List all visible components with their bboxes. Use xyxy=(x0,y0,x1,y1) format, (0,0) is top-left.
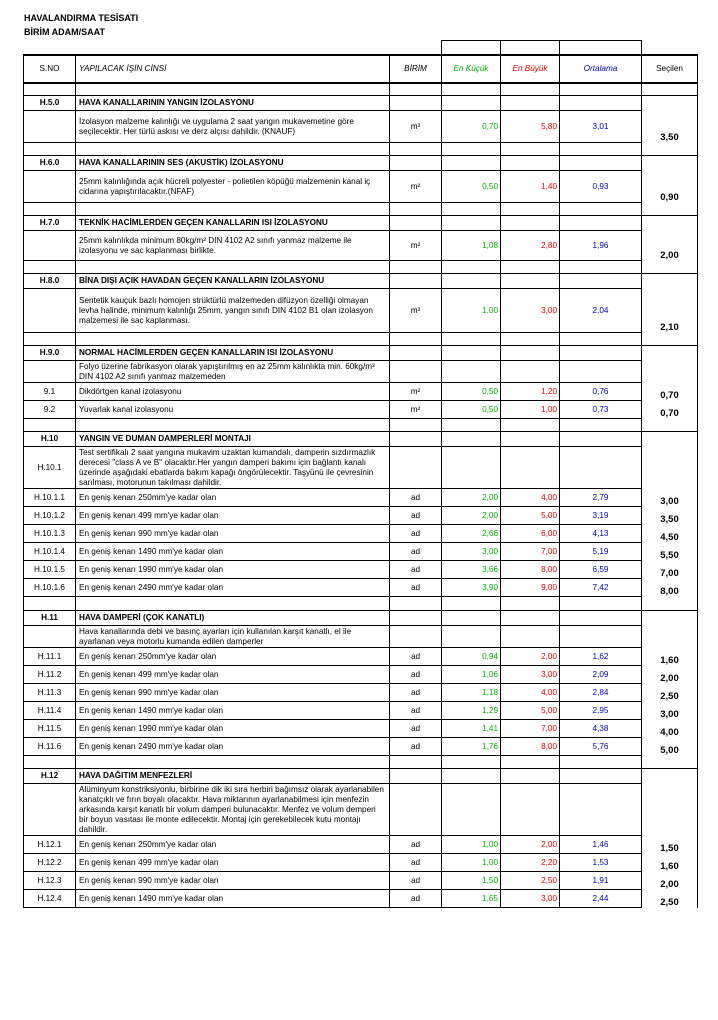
item-unit: ad xyxy=(390,561,442,579)
item-max: 1,40 xyxy=(501,171,560,203)
header-row xyxy=(24,55,698,83)
col-header-desc: YAPILACAK İŞİN CİNSİ xyxy=(76,55,390,83)
intro-text: Test sertifikalı 2 saat yangına mukavim uzaktan kumandalı, damperin sızdırmazlık derecesi "class A ve B" olacaktır.Her yangın damperi bakımı için bağlantı kanalı üzerinde aşağıdaki ebatlarda bakım kapağı öngörülecektir. Taşyünü ile çevresinin sarılması, motorunun takılması dahildir. xyxy=(76,447,390,489)
item-selected: 2,00 xyxy=(642,231,698,261)
item-avg: 2,84 xyxy=(560,684,642,702)
item-max: 8,00 xyxy=(501,561,560,579)
item-no: H.10.1.6 xyxy=(24,579,76,597)
item-min: 0,50 xyxy=(442,383,501,401)
item-min: 1,76 xyxy=(442,738,501,756)
item-selected: 3,50 xyxy=(642,507,698,525)
item-min: 0,50 xyxy=(442,401,501,419)
item-max: 5,00 xyxy=(501,702,560,720)
item-row xyxy=(24,231,698,261)
section-row xyxy=(24,611,698,626)
section-title: NORMAL HACİMLERDEN GEÇEN KANALLARIN ISI İZOLASYONU xyxy=(76,346,390,361)
section-code: H.10 xyxy=(24,432,76,447)
item-desc: En geniş kenarı 1490 mm'ye kadar olan xyxy=(76,702,390,720)
item-no: H.11.5 xyxy=(24,720,76,738)
item-max: 3,00 xyxy=(501,289,560,333)
spacer-row xyxy=(24,597,698,611)
item-min: 0,94 xyxy=(442,648,501,666)
item-selected: 5,50 xyxy=(642,543,698,561)
item-max: 7,00 xyxy=(501,543,560,561)
section-code: H.7.0 xyxy=(24,216,76,231)
section-title: HAVA KANALLARININ YANGIN İZOLASYONU xyxy=(76,96,390,111)
item-desc: En geniş kenarı 1490 mm'ye kadar olan xyxy=(76,890,390,908)
item-selected: 3,00 xyxy=(642,702,698,720)
section-title: HAVA DAMPERİ (ÇOK KANATLI) xyxy=(76,611,390,626)
item-no: H.10.1.1 xyxy=(24,489,76,507)
item-avg: 1,46 xyxy=(560,836,642,854)
item-desc: En geniş kenarı 2490 mm'ye kadar olan xyxy=(76,579,390,597)
item-avg: 0,76 xyxy=(560,383,642,401)
item-desc: 25mm kalınlığında açık hücreli polyester - polietilen köpüğü malzemenin kanal iç cidarına yapıştırılacaktır.(NFAF) xyxy=(76,171,390,203)
col-header-no: S.NO xyxy=(24,55,76,83)
spacer-row xyxy=(24,333,698,346)
item-min: 3,00 xyxy=(442,543,501,561)
item-avg: 0,93 xyxy=(560,171,642,203)
item-avg: 2,79 xyxy=(560,489,642,507)
item-min: 1,50 xyxy=(442,872,501,890)
item-selected: 0,70 xyxy=(642,383,698,401)
section-row xyxy=(24,96,698,111)
item-selected: 3,00 xyxy=(642,489,698,507)
intro-code: H.10.1 xyxy=(24,447,76,489)
item-avg: 4,13 xyxy=(560,525,642,543)
item-no: H.12.3 xyxy=(24,872,76,890)
item-desc: En geniş kenarı 499 mm'ye kadar olan xyxy=(76,666,390,684)
item-max: 2,80 xyxy=(501,231,560,261)
item-desc: En geniş kenarı 2490 mm'ye kadar olan xyxy=(76,738,390,756)
item-avg: 1,62 xyxy=(560,648,642,666)
item-no xyxy=(24,171,76,203)
item-min: 1,00 xyxy=(442,836,501,854)
intro-row xyxy=(24,447,698,489)
item-desc: En geniş kenarı 990 mm'ye kadar olan xyxy=(76,684,390,702)
spacer-row xyxy=(24,756,698,769)
item-min: 1,41 xyxy=(442,720,501,738)
section-code: H.11 xyxy=(24,611,76,626)
item-selected: 2,50 xyxy=(642,890,698,908)
item-unit: ad xyxy=(390,720,442,738)
item-min: 2,00 xyxy=(442,489,501,507)
item-unit: ad xyxy=(390,702,442,720)
item-avg: 6,59 xyxy=(560,561,642,579)
item-no: H.12.4 xyxy=(24,890,76,908)
labor-table xyxy=(23,40,698,908)
intro-text: Folyo üzerine fabrikasyon olarak yapıştırılmış en az 25mm kalınlıkta min. 60kg/m³ DIN 4102 A2 sınıfı yanmaz malzemeden xyxy=(76,361,390,383)
spacer-row xyxy=(24,143,698,156)
item-avg: 1,96 xyxy=(560,231,642,261)
item-selected: 2,10 xyxy=(642,289,698,333)
item-max: 7,00 xyxy=(501,720,560,738)
section-row xyxy=(24,432,698,447)
item-desc: En geniş kenarı 1990 mm'ye kadar olan xyxy=(76,720,390,738)
section-title: HAVA KANALLARININ SES (AKUSTİK) İZOLASYONU xyxy=(76,156,390,171)
item-row xyxy=(24,738,698,756)
item-max: 2,50 xyxy=(501,872,560,890)
item-no: H.12.1 xyxy=(24,836,76,854)
item-no: H.10.1.4 xyxy=(24,543,76,561)
item-selected: 0,70 xyxy=(642,401,698,419)
item-no: 9.2 xyxy=(24,401,76,419)
document-subtitle: BİRİM ADAM/SAAT xyxy=(24,27,105,37)
item-selected: 1,60 xyxy=(642,648,698,666)
item-unit: ad xyxy=(390,525,442,543)
item-desc: Sentetik kauçuk bazlı homojen strüktürlü malzemeden difüzyon özelliği olmayan levha halinde, minimum kalınlığı 25mm, yangın sınıfı DIN 4102 B1 olan izolasyon malzemesi ile sac kaplanması. xyxy=(76,289,390,333)
section-title: YANGIN VE DUMAN DAMPERLERİ MONTAJI xyxy=(76,432,390,447)
item-no: H.12.2 xyxy=(24,854,76,872)
item-selected: 2,50 xyxy=(642,684,698,702)
item-min: 1,00 xyxy=(442,289,501,333)
item-max: 5,80 xyxy=(501,111,560,143)
item-min: 1,00 xyxy=(442,854,501,872)
item-row xyxy=(24,401,698,419)
item-row xyxy=(24,489,698,507)
item-desc: En geniş kenarı 1490 mm'ye kadar olan xyxy=(76,543,390,561)
item-row xyxy=(24,383,698,401)
section-code: H.5.0 xyxy=(24,96,76,111)
item-min: 3,66 xyxy=(442,561,501,579)
item-row xyxy=(24,525,698,543)
item-unit: ad xyxy=(390,579,442,597)
intro-row xyxy=(24,626,698,648)
intro-code xyxy=(24,784,76,836)
section-row xyxy=(24,274,698,289)
item-max: 3,00 xyxy=(501,666,560,684)
item-desc: En geniş kenarı 250mm'ye kadar olan xyxy=(76,489,390,507)
item-no xyxy=(24,231,76,261)
item-selected: 7,00 xyxy=(642,561,698,579)
item-avg: 2,95 xyxy=(560,702,642,720)
item-avg: 3,01 xyxy=(560,111,642,143)
spacer-row xyxy=(24,203,698,216)
item-row xyxy=(24,289,698,333)
item-no: 9.1 xyxy=(24,383,76,401)
item-min: 0,70 xyxy=(442,111,501,143)
item-no: H.11.1 xyxy=(24,648,76,666)
section-row xyxy=(24,769,698,784)
item-no xyxy=(24,289,76,333)
item-row xyxy=(24,171,698,203)
col-header-max: En Büyük xyxy=(501,55,560,83)
item-max: 9,00 xyxy=(501,579,560,597)
item-avg: 1,91 xyxy=(560,872,642,890)
item-desc: En geniş kenarı 250mm'ye kadar olan xyxy=(76,648,390,666)
item-avg: 7,42 xyxy=(560,579,642,597)
item-desc: En geniş kenarı 250mm'ye kadar olan xyxy=(76,836,390,854)
item-row xyxy=(24,543,698,561)
item-desc: Dikdörtgen kanal izolasyonu xyxy=(76,383,390,401)
item-min: 3,90 xyxy=(442,579,501,597)
intro-row xyxy=(24,784,698,836)
item-unit: ad xyxy=(390,684,442,702)
item-avg: 5,19 xyxy=(560,543,642,561)
item-row xyxy=(24,720,698,738)
item-no: H.10.1.3 xyxy=(24,525,76,543)
item-desc: Yuvarlak kanal izolasyonu xyxy=(76,401,390,419)
col-header-avg: Ortalama xyxy=(560,55,642,83)
item-selected: 5,00 xyxy=(642,738,698,756)
spacer-row xyxy=(24,83,698,96)
intro-text: Hava kanallarında debi ve basınç ayarları için kullanılan karşıt kanatlı, el ile ayarlanan veya motorlu kumanda edilen damperler xyxy=(76,626,390,648)
item-unit: ad xyxy=(390,890,442,908)
item-min: 1,18 xyxy=(442,684,501,702)
item-max: 8,00 xyxy=(501,738,560,756)
item-min: 1,65 xyxy=(442,890,501,908)
item-selected: 3,50 xyxy=(642,111,698,143)
section-row xyxy=(24,346,698,361)
item-max: 6,00 xyxy=(501,525,560,543)
section-title: BİNA DIŞI AÇIK HAVADAN GEÇEN KANALLARIN İZOLASYONU xyxy=(76,274,390,289)
col-header-min: En Küçük xyxy=(442,55,501,83)
intro-code xyxy=(24,626,76,648)
item-avg: 4,38 xyxy=(560,720,642,738)
item-selected: 1,60 xyxy=(642,854,698,872)
item-max: 1,00 xyxy=(501,401,560,419)
section-code: H.12 xyxy=(24,769,76,784)
section-title: HAVA DAĞITIM MENFEZLERİ xyxy=(76,769,390,784)
section-title: TEKNİK HACİMLERDEN GEÇEN KANALLARIN ISI İZOLASYONU xyxy=(76,216,390,231)
item-row xyxy=(24,684,698,702)
section-code: H.8.0 xyxy=(24,274,76,289)
item-row xyxy=(24,648,698,666)
item-desc: 25mm kalınlıkda minimum 80kg/m² DIN 4102 A2 sınıfı yanmaz malzeme ile izolasyonu ve sac kaplanması birlikte. xyxy=(76,231,390,261)
item-desc: En geniş kenarı 1990 mm'ye kadar olan xyxy=(76,561,390,579)
col-header-unit: BİRİM xyxy=(390,55,442,83)
item-avg: 3,19 xyxy=(560,507,642,525)
item-no: H.11.2 xyxy=(24,666,76,684)
item-unit: m² xyxy=(390,231,442,261)
item-no: H.11.4 xyxy=(24,702,76,720)
section-row xyxy=(24,216,698,231)
item-desc: En geniş kenarı 499 mm'ye kadar olan xyxy=(76,854,390,872)
item-desc: İzolasyon malzeme kalınlığı ve uygulama 2 saat yangın mukavemetine göre seçilecektir. Her türlü askısı ve derz alçısı dahildir. (KNAUF) xyxy=(76,111,390,143)
item-desc: En geniş kenarı 990 mm'ye kadar olan xyxy=(76,872,390,890)
item-avg: 0,73 xyxy=(560,401,642,419)
item-row xyxy=(24,890,698,908)
item-unit: ad xyxy=(390,507,442,525)
item-max: 2,00 xyxy=(501,836,560,854)
item-min: 1,06 xyxy=(442,666,501,684)
item-selected: 2,00 xyxy=(642,666,698,684)
item-row xyxy=(24,579,698,597)
item-min: 1,29 xyxy=(442,702,501,720)
item-selected: 4,50 xyxy=(642,525,698,543)
item-avg: 1,53 xyxy=(560,854,642,872)
item-selected: 0,90 xyxy=(642,171,698,203)
item-unit: m² xyxy=(390,383,442,401)
item-row xyxy=(24,702,698,720)
item-max: 2,20 xyxy=(501,854,560,872)
item-avg: 2,04 xyxy=(560,289,642,333)
item-selected: 2,00 xyxy=(642,872,698,890)
item-no: H.11.6 xyxy=(24,738,76,756)
item-max: 1,20 xyxy=(501,383,560,401)
item-unit: m² xyxy=(390,111,442,143)
item-selected: 4,00 xyxy=(642,720,698,738)
item-selected: 8,00 xyxy=(642,579,698,597)
section-row xyxy=(24,156,698,171)
item-row xyxy=(24,872,698,890)
item-min: 2,66 xyxy=(442,525,501,543)
item-max: 5,00 xyxy=(501,507,560,525)
item-max: 4,00 xyxy=(501,684,560,702)
document-title: HAVALANDIRMA TESİSATI xyxy=(24,13,139,23)
item-avg: 5,76 xyxy=(560,738,642,756)
item-unit: ad xyxy=(390,872,442,890)
item-row xyxy=(24,507,698,525)
item-unit: ad xyxy=(390,836,442,854)
spacer-row xyxy=(24,419,698,432)
item-unit: ad xyxy=(390,666,442,684)
item-row xyxy=(24,666,698,684)
item-row xyxy=(24,561,698,579)
item-no: H.10.1.2 xyxy=(24,507,76,525)
section-code: H.9.0 xyxy=(24,346,76,361)
item-min: 1,08 xyxy=(442,231,501,261)
item-desc: En geniş kenarı 499 mm'ye kadar olan xyxy=(76,507,390,525)
item-min: 2,00 xyxy=(442,507,501,525)
item-max: 2,00 xyxy=(501,648,560,666)
item-min: 0,50 xyxy=(442,171,501,203)
item-unit: ad xyxy=(390,543,442,561)
spacer-row xyxy=(24,261,698,274)
item-max: 3,00 xyxy=(501,890,560,908)
item-unit: m² xyxy=(390,171,442,203)
item-unit: ad xyxy=(390,648,442,666)
item-desc: En geniş kenarı 990 mm'ye kadar olan xyxy=(76,525,390,543)
item-row xyxy=(24,854,698,872)
item-unit: m² xyxy=(390,289,442,333)
item-row xyxy=(24,111,698,143)
item-unit: ad xyxy=(390,489,442,507)
intro-text: Alüminyum konstriksiyonlu, birbirine dik iki sıra herbiri bağımsız olarak ayarlanabilen kanatçıklı ve fırın boyalı olacaktır. Hava miktarının ayarlanabilmesi için menfezin arkasında karşıt kanatlı bir volum damperi bulunacaktır. Menfez ve volum demperi bir boyun vasıtası ile monte edilecektir. Montaj için gerekebilecek kutu montajı dahildir. xyxy=(76,784,390,836)
intro-row xyxy=(24,361,698,383)
col-header-sel: Seçilen xyxy=(642,55,698,83)
item-unit: m² xyxy=(390,401,442,419)
item-selected: 1,50 xyxy=(642,836,698,854)
item-avg: 2,09 xyxy=(560,666,642,684)
item-no: H.10.1.5 xyxy=(24,561,76,579)
intro-code xyxy=(24,361,76,383)
item-max: 4,00 xyxy=(501,489,560,507)
item-unit: ad xyxy=(390,854,442,872)
item-row xyxy=(24,836,698,854)
item-unit: ad xyxy=(390,738,442,756)
section-code: H.6.0 xyxy=(24,156,76,171)
item-no: H.11.3 xyxy=(24,684,76,702)
item-no xyxy=(24,111,76,143)
item-avg: 2,44 xyxy=(560,890,642,908)
